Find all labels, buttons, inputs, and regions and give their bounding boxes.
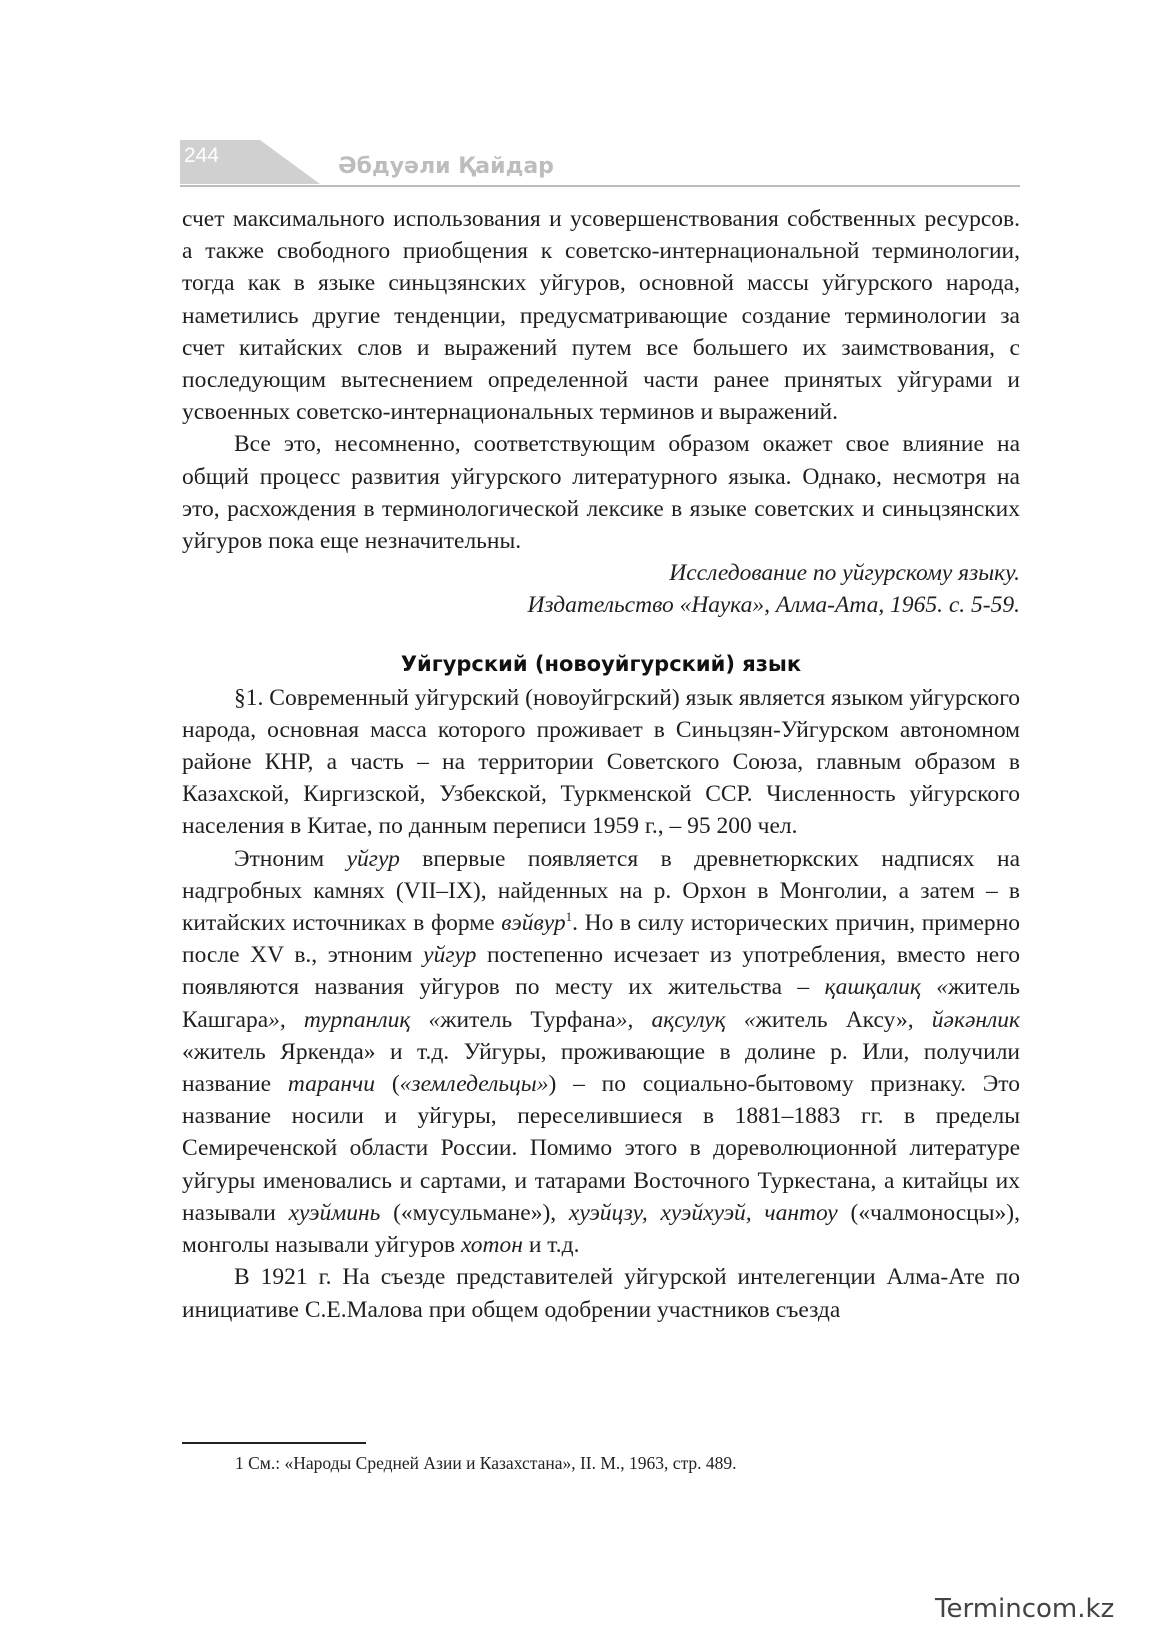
p4-text: ) – по социально-бытовому признаку. Это название носили и уйгуры, переселившиеся в 1881–1883 гг. в пределы Семиреченской области России. Помимо этого в дореволюционной литературе уйгуры именовались и сартами, и татарами Восточного Туркестана, а китайцы их называли (182, 1071, 1021, 1226)
p4-text: . Но в силу исторических причин, примерно после XV в., этноним (182, 910, 1020, 969)
p4-text: постепенно исчезает из употребления, вместо него появляются названия уйгуров по месту их жительства – (182, 942, 1020, 1001)
p4-term-uigur: уйгур (423, 942, 477, 969)
p4-term-khueimin: хуэйминь (288, 1199, 381, 1226)
p4-text: («чалмоносцы»), монголы называли уйгуров (182, 1199, 1020, 1259)
header-rule (180, 185, 1020, 187)
p4-term-uigur: уйгур (346, 845, 400, 872)
footnote-ref: 1 (565, 909, 573, 925)
footnote-rule (182, 1442, 366, 1444)
paragraph-1: счет максимального использования и усовершенствования собственных ресурсов. а также свободного приобщения к советско-интернациональной терминологии, тогда как в языке синьцзянских уйгуров, основной массы уйгурского народа, наметились другие тенденции, предусматривающие создание терминологии за счет китайских слов и выражений путем все большего их заимствования, с последующим вытеснением определенной части ранее принятых уйгурами и усвоенных советско-интернациональных терминов и выражений. (182, 206, 1020, 426)
page-header (180, 140, 1020, 190)
p4-term-veivur: вэйвур (501, 910, 566, 937)
p4-term-yakanlik: йәкәнлик (931, 1006, 1021, 1033)
p4-text: впервые появляется в древнетюркских надписях на надгробных камнях (VII–IX), найденных на р. Орхон в Монголии, а затем – в китайских источниках в форме (182, 845, 1020, 937)
citation-line-2: Издательство «Наука», Алма-Ата, 1965. с. 5-59. (527, 592, 1020, 619)
paragraph-4 (182, 843, 1020, 1262)
page-body (182, 203, 1020, 1326)
citation-line-1: Исследование по уйгурскому языку. (669, 560, 1020, 587)
p4-term-aqsuluq: », ақсулуқ « (615, 1006, 756, 1033)
p4-text: «житель Яркенда» и т.д. Уйгуры, проживающие в долине р. Или, получили название (182, 1038, 1020, 1098)
p4-term-qashqaliq: қашқалиқ « (824, 974, 949, 1001)
paragraph-3: §1. Современный уйгурский (новоуйгрский) язык является языком уйгурского народа, основная масса которого проживает в Синьцзян-Уйгурском автономном районе КНР, а часть – на территории Советского Союза, главным образом в Казахской, Киргизской, Узбекской, Туркменской ССР. Численность уйгурского населения в Китае, по данным переписи 1959 г., – 95 200 чел. (182, 684, 1020, 840)
p4-text: («мусульмане»), (380, 1199, 569, 1226)
page-number: 244 (184, 144, 220, 167)
p4-text: житель Аксу», (755, 1006, 932, 1033)
header-tab-wedge (260, 140, 320, 184)
p4-text: житель Кашгара (182, 974, 1020, 1033)
watermark-logo: Termincom.kz (935, 1594, 1115, 1624)
p4-term-turpanliq: », турпанлиқ « (268, 1006, 441, 1033)
p4-term-khoton: хотон (460, 1232, 523, 1259)
section-title: Уйгурский (новоуйгурский) язык (400, 651, 802, 676)
p4-term-khueitszu: хуэйцзу, хуэйхуэй, чантоу (568, 1199, 838, 1226)
p4-text: и т.д. (522, 1232, 580, 1259)
p4-text: Этноним (234, 845, 347, 872)
paragraph-2: Все это, несомненно, соответствующим образом окажет свое влияние на общий процесс развития уйгурского литературного языка. Однако, несмотря на это, расхождения в терминологической лексике в языке советских и синьцзянских уйгуров пока еще незначительны. (182, 431, 1020, 555)
p4-text: ( (375, 1071, 400, 1098)
running-head-author: Әбдуәли Қайдар (338, 154, 554, 179)
p4-text: житель Турфана (440, 1006, 616, 1033)
p4-term-taranchi: таранчи (287, 1071, 376, 1098)
paragraph-5: В 1921 г. На съезде представителей уйгурской интелегенции Алма-Ате по инициативе С.Е.Малова при общем одобрении участников съезда (182, 1264, 1020, 1323)
footnote: 1 См.: «Народы Средней Азии и Казахстана», II. М., 1963, стр. 489. (235, 1453, 737, 1473)
p4-term-zemledeltsy: «земледельцы» (399, 1071, 549, 1098)
